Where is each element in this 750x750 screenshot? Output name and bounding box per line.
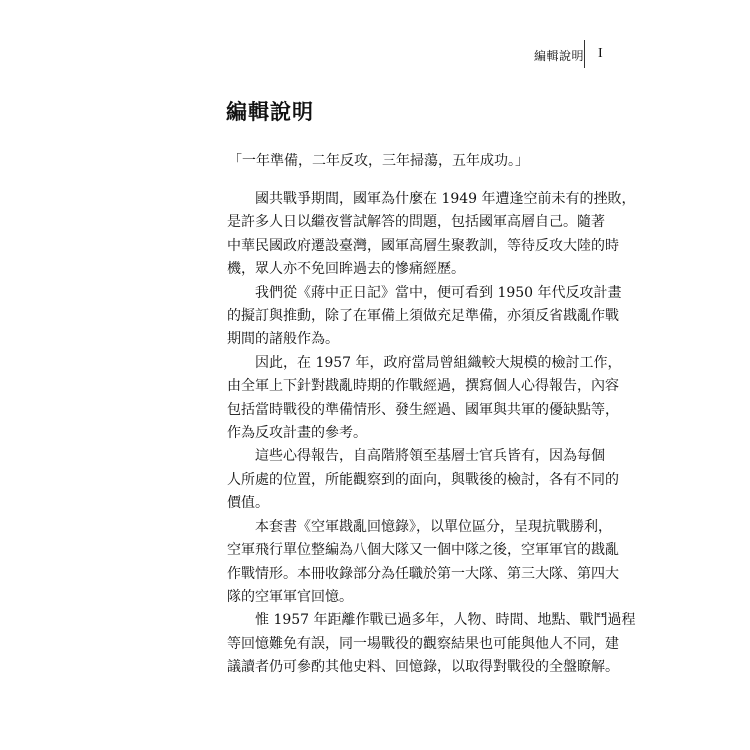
text-line: 包括當時戰役的準備情形、發生經過、國軍與共軍的優缺點等，	[227, 401, 619, 418]
text-line: 因此，在 1957 年，政府當局曾組織較大規模的檢討工作，	[227, 354, 622, 371]
text-line: 中華民國政府遷設臺灣，國軍高層生聚教訓，等待反攻大陸的時	[227, 237, 619, 254]
paragraph	[227, 188, 636, 282]
text-line: 人所處的位置，所能觀察到的面向，與戰後的檢討，各有不同的	[227, 471, 619, 488]
running-header	[520, 44, 630, 68]
text-line: 價值。	[227, 495, 269, 512]
running-title: 編輯說明	[534, 49, 585, 63]
paragraph	[227, 445, 619, 515]
text-line: 國共戰爭期間，國軍為什麼在 1949 年遭逢空前未有的挫敗，	[227, 191, 636, 207]
page-number: I	[598, 46, 603, 61]
text-line: 機，眾人亦不免回眸過去的慘痛經歷。	[227, 261, 465, 278]
text-line: 議讀者仍可參酌其他史料、回憶錄，以取得對戰役的全盤瞭解。	[227, 659, 619, 676]
page-title: 編輯說明	[226, 99, 314, 124]
text-line: 作戰情形。本冊收錄部分為任職於第一大隊、第三大隊、第四大	[227, 565, 619, 582]
body-text	[227, 188, 636, 680]
text-line: 作為反攻計畫的參考。	[227, 425, 367, 442]
text-line: 由全軍上下針對戡亂時期的作戰經過，撰寫個人心得報告，內容	[227, 378, 619, 395]
header-divider	[584, 40, 585, 68]
paragraph	[227, 282, 622, 352]
text-line: 等回憶難免有誤，同一場戰役的觀察結果也可能與他人不同，建	[227, 635, 619, 652]
paragraph	[227, 352, 622, 446]
text-line: 隊的空軍軍官回憶。	[227, 588, 353, 605]
paragraph	[227, 609, 636, 679]
text-line: 是許多人日以繼夜嘗試解答的問題，包括國軍高層自己。隨著	[227, 214, 605, 231]
text-line: 的擬訂與推動，除了在軍備上須做充足準備，亦須反省戡亂作戰	[227, 308, 619, 325]
text-line: 這些心得報告，自高階將領至基層士官兵皆有，因為每個	[227, 448, 605, 465]
paragraph	[227, 516, 619, 610]
text-line: 本套書《空軍戡亂回憶錄》，以單位區分，呈現抗戰勝利，	[227, 518, 612, 535]
epigraph-quote: 「一年準備，二年反攻，三年掃蕩，五年成功。」	[228, 153, 529, 169]
text-line: 我們從《蔣中正日記》當中，便可看到 1950 年代反攻計畫	[227, 284, 622, 301]
text-line: 期間的諸般作為。	[227, 331, 339, 348]
text-line: 惟 1957 年距離作戰已過多年，人物、時間、地點、戰鬥過程	[227, 612, 636, 629]
text-line: 空軍飛行單位整編為八個大隊又一個中隊之後，空軍軍官的戡亂	[227, 542, 619, 559]
